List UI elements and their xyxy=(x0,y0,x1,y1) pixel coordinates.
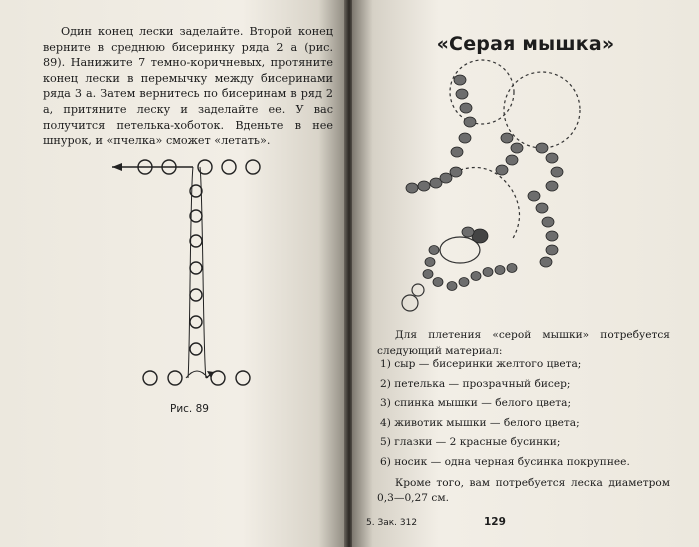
instruction-paragraph: Один конец лески заделайте. Второй конец верните в среднюю бисеринку ряда 2 а (рис. 89). Нанижите 7 темно-коричневых, протяните конец лески в перемычку между бисеринами ряда 3 а. Затем вернитесь по бисеринам в ряд 2 а, притяните леску и заделайте ее. У вас получится петелька-хоботок. Вденьте в нее шнурок, и «пчелка» сможет «летать». xyxy=(43,25,333,148)
right-page xyxy=(352,0,699,547)
page-title: «Серая мышка» xyxy=(436,33,615,55)
left-page xyxy=(0,0,346,547)
outro-text: Кроме того, вам потребуется леска диаметром 0,3—0,27 см. xyxy=(377,477,670,504)
list-item: 4) животик мышки — белого цвета; xyxy=(380,416,580,429)
list-item: 5) глазки — 2 красные бусинки; xyxy=(380,436,561,449)
list-item: 2) петелька — прозрачный бисер; xyxy=(380,377,571,390)
list-item: 3) спинка мышки — белого цвета; xyxy=(380,397,572,410)
materials-list xyxy=(380,355,630,473)
figure-caption: Рис. 89 xyxy=(170,403,209,415)
list-item: 1) сыр — бисеринки желтого цвета; xyxy=(380,358,582,370)
bead-diagram-fig89 xyxy=(0,0,346,547)
print-order-code: 5. Зак. 312 xyxy=(366,518,418,528)
page-number: 129 xyxy=(484,516,506,528)
list-item: 6) носик — одна черная бусинка покрупнее. xyxy=(380,455,630,468)
intro-text: Для плетения «серой мышки» потребуется следующий материал: xyxy=(377,329,670,357)
